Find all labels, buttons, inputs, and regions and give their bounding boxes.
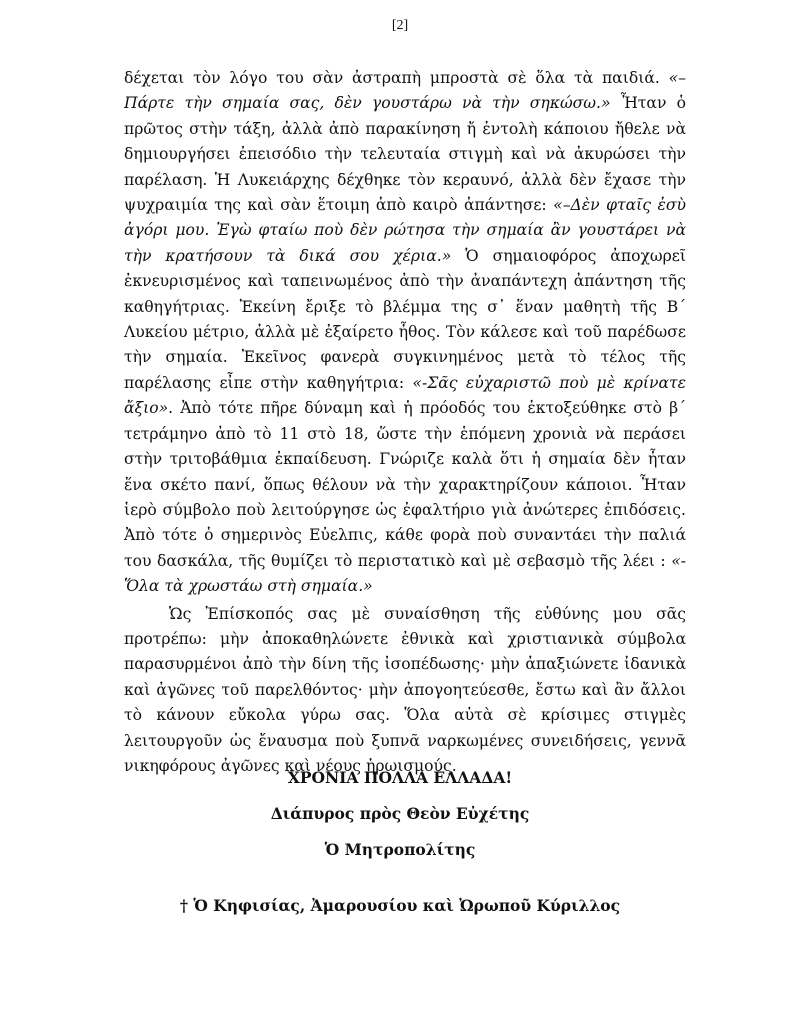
text-run: δέχεται τὸν λόγο του σὰν ἀστραπὴ μπροστὰ σὲ ὅλα τὰ παιδιά.	[124, 69, 669, 87]
closing-greeting: ΧΡΟΝΙΑ ΠΟΛΛΑ ΕΛΛΑΔΑ!	[287, 768, 513, 787]
text-run: Ὁ σημαιοφόρος ἀποχωρεῖ ἐκνευρισμένος καὶ ταπεινωμένος ἀπὸ τὴν ἀναπάντεχη ἀπάντηση τῆς καθηγήτριας. Ἐκείνη ἔριξε τὸ βλέμμα της σ᾽ ἕναν μαθητὴ τῆς Β΄ Λυκείου μέτριο, ἀλλὰ μὲ ἐξαίρετο ἦθος. Τὸν κάλεσε καὶ τοῦ παρέδωσε τὴν σημαία. Ἐκεῖνος φανερὰ συγκινημένος μετὰ τὸ τέλος τῆς παρέλασης εἶπε στὴν καθηγήτρια:	[124, 246, 686, 392]
page-number: [2]	[391, 18, 409, 33]
quote-run: «–Δὲν φταῖς ἐσὺ ἀγόρι μου. Ἐγὼ φταίω ποὺ δὲν ρώτησα τὴν σημαία ἂν γουστάρει νὰ τὴν κρατήσουν τὰ δικά σου χέρια.»	[124, 196, 686, 265]
text-run: . Ἀπὸ τότε πῆρε δύναμη καὶ ἡ πρόοδός του ἐκτοξεύθηκε στὸ β΄ τετράμηνο ἀπὸ τὸ 11 στὸ 18, ὥστε τὴν ἑπόμενη χρονιὰ νὰ περάσει στὴν τριτοβάθμια ἐκπαίδευση. Γνώριζε καλὰ ὅτι ἡ σημαία δὲν ἦταν ἕνα σκέτο πανί, ὅπως θέλουν νὰ τὴν χαρακτηρίζουν κάποιοι. Ἦταν ἱερὸ σύμβολο ποὺ λειτούργησε ὡς ἐφαλτήριο γιὰ ἀνώτερες ἐπιδόσεις. Ἀπὸ τότε ὁ σημερινὸς Εὐελπις, κάθε φορὰ ποὺ συναντάει τὴν παλιά του δασκάλα, τῆς θυμίζει τὸ περιστατικὸ καὶ μὲ σεβασμὸ τῆς λέει :	[124, 399, 686, 570]
closing-salutation: Διάπυρος πρὸς Θεὸν Εὐχέτης	[270, 804, 530, 823]
text-run: Ἦταν ὁ πρῶτος στὴν τάξη, ἀλλὰ ἀπὸ παρακίνηση ἤ ἐντολὴ κάποιου ἤθελε νὰ δημιουργήσει ἐπεισόδιο τὴν τελευταία στιγμὴ καὶ νὰ ἀκυρώσει τὴν παρέλαση. Ἡ Λυκειάρχης δέχθηκε τὸν κεραυνό, ἀλλὰ δὲν ἔχασε τὴν ψυχραιμία της καὶ σὰν ἕτοιμη ἀπὸ καιρὸ ἀπάντησε:	[124, 94, 686, 215]
paragraph-2: Ὡς Ἐπίσκοπός σας μὲ συναίσθηση τῆς εὐθύνης μου σᾶς προτρέπω: μὴν ἀποκαθηλώνετε ἐθνικὰ καὶ χριστιανικὰ σύμβολα παρασυρμένοι ἀπὸ τὴν δίνη τῆς ἰσοπέδωσης· μὴν ἀπαξιώνετε ἰδανικὰ καὶ ἀγῶνες τοῦ παρελθόντος· μὴν ἀπογοητεύεσθε, ἔστω καὶ ἂν ἄλλοι τὸ κάνουν εὔκολα γύρω σας. Ὅλα αὐτὰ σὲ κρίσιμες στιγμὲς λειτουργοῦν ὡς ἔναυσμα ποὺ ξυπνᾶ ναρκωμένες συνειδήσεις, γεννᾶ νικηφόρους ἀγῶνες καὶ νέους ἡρωισμούς.	[124, 604, 686, 775]
quote-run: «-Ὅλα τὰ χρωστάω στὴ σημαία.»	[124, 551, 686, 596]
closing-title: Ὁ Μητροπολίτης	[324, 840, 476, 859]
quote-run: «-Σᾶς εὐχαριστῶ ποὺ μὲ κρίνατε ἄξιο»	[124, 373, 686, 418]
signature-line: † Ὁ Κηφισίας, Ἀμαρουσίου καὶ Ὠρωποῦ Κύριλλος	[179, 896, 621, 915]
closing-block	[0, 760, 800, 868]
body-text	[124, 66, 686, 779]
paragraph-1	[124, 66, 686, 600]
quote-run: «–Πάρτε τὴν σημαία σας, δὲν γουστάρω νὰ τὴν σηκώσω.»	[124, 69, 686, 113]
